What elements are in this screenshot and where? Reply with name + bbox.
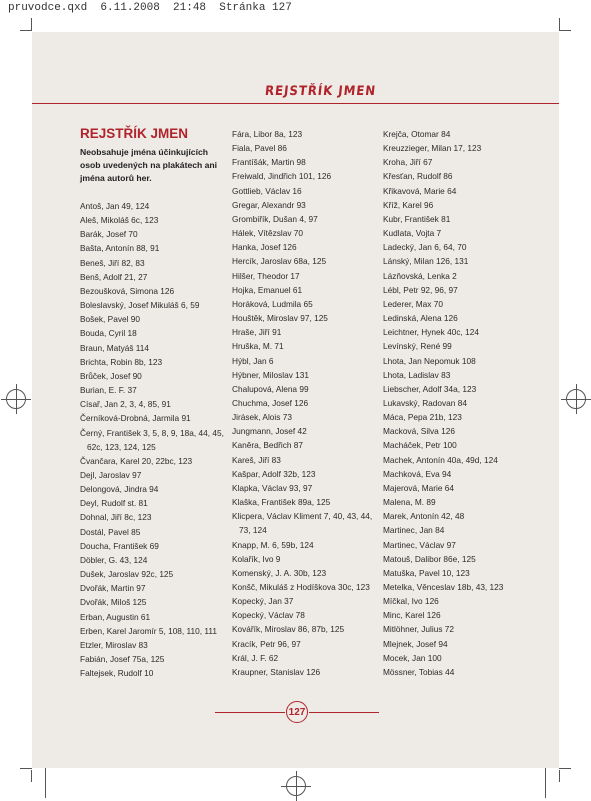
- index-entry: Kareš, Jiří 83: [232, 454, 281, 465]
- footer-rule-right: [309, 712, 379, 713]
- index-entry: Čvančara, Karel 20, 22bc, 123: [80, 455, 193, 466]
- index-column-2: [232, 127, 380, 679]
- index-entry: Bouda, Cyril 18: [80, 328, 137, 339]
- crop-mark: [45, 768, 46, 798]
- index-entry: Deyl, Rudolf st. 81: [80, 498, 148, 509]
- crop-mark: [559, 770, 560, 782]
- index-entry: Chalupová, Alena 99: [232, 383, 309, 394]
- index-entry: 73, 124: [239, 525, 267, 536]
- index-entry: Doucha, František 69: [80, 540, 159, 551]
- index-column-1: [80, 199, 224, 680]
- index-entry: Mitlöhner, Julius 72: [383, 624, 455, 635]
- index-entry: Fára, Libor 8a, 123: [232, 129, 303, 139]
- index-entry: Leichtner, Hynek 40c, 124: [383, 327, 479, 338]
- index-entry: Kreuzzieger, Milan 17, 123: [383, 143, 482, 154]
- index-entry: Macková, Silva 126: [383, 426, 455, 437]
- index-entry: Bošek, Pavel 90: [80, 314, 140, 325]
- index-entry: 62c, 123, 124, 125: [87, 441, 156, 452]
- index-entry: Burian, E. F. 37: [80, 385, 137, 396]
- index-entry: Machková, Eva 94: [383, 468, 452, 479]
- index-entry: Hilšer, Theodor 17: [232, 270, 300, 281]
- index-entry: Lázňovská, Lenka 2: [383, 270, 457, 281]
- index-entry: Hruška, M. 71: [232, 341, 284, 352]
- index-entry: Hraše, Jiří 91: [232, 327, 282, 338]
- print-slug: pruvodce.qxd 6.11.2008 21:48 Stránka 127: [8, 2, 292, 14]
- index-entry: Hojka, Emanuel 61: [232, 284, 303, 295]
- index-entry: Černý, František 3, 5, 8, 9, 18a, 44, 45,: [80, 427, 224, 438]
- footer-rule-left: [215, 712, 285, 713]
- index-entry: Fabián, Josef 75a, 125: [80, 654, 165, 664]
- index-entry: Döbler, G. 43, 124: [80, 554, 148, 565]
- section-intro: Neobsahuje jména účinkujících osob uvedených na plakátech ani jména autorů her.: [80, 147, 218, 183]
- index-entry: Kaněra, Bedřich 87: [232, 440, 304, 451]
- index-entry: Fiala, Pavel 86: [232, 143, 287, 154]
- index-entry: Martinec, Václav 97: [383, 539, 456, 550]
- index-entry: Bezoušková, Simona 126: [80, 285, 175, 296]
- index-entry: Lukavský, Radovan 84: [383, 397, 467, 408]
- index-entry: Grombiřík, Dušan 4, 97: [232, 213, 318, 224]
- index-entry: Krejča, Otomar 84: [383, 129, 451, 139]
- crop-mark: [545, 768, 546, 798]
- index-entry: Hýbner, Miloslav 131: [232, 369, 310, 380]
- index-entry: Kopecký, Jan 37: [232, 596, 294, 607]
- running-header-title: REJSTŘÍK JMEN: [264, 84, 377, 99]
- index-entry: Faltejsek, Rudolf 10: [80, 668, 154, 679]
- index-entry: Hanka, Josef 126: [232, 242, 297, 253]
- index-entry: Gottlieb, Václav 16: [232, 185, 302, 196]
- index-entry: Dejl, Jaroslav 97: [80, 469, 142, 480]
- index-entry: Lánský, Milan 126, 131: [383, 256, 469, 267]
- index-entry: Dvořák, Miloš 125: [80, 597, 147, 608]
- index-entry: Kolařík, Ivo 9: [232, 553, 281, 564]
- index-entry: Hálek, Vítězslav 70: [232, 228, 304, 239]
- index-entry: Hercík, Jaroslav 68a, 125: [232, 256, 327, 267]
- index-entry: Kříž, Karel 96: [383, 199, 434, 210]
- index-entry: Bašta, Antonín 88, 91: [80, 243, 160, 254]
- index-entry: Knapp, M. 6, 59b, 124: [232, 539, 314, 550]
- index-entry: Kroha, Jiří 67: [383, 157, 433, 168]
- crop-mark: [20, 30, 32, 31]
- index-entry: Lhota, Ladislav 83: [383, 369, 451, 380]
- crop-mark: [559, 18, 560, 30]
- index-entry: Dohnal, Jiří 8c, 123: [80, 512, 152, 523]
- registration-mark-icon: [6, 389, 26, 409]
- index-entry: Dušek, Jaroslav 92c, 125: [80, 569, 174, 580]
- index-column-3: [383, 127, 523, 679]
- index-entry: Frantíšák, Martin 98: [232, 157, 306, 168]
- index-entry: Lederer, Max 70: [383, 298, 443, 309]
- index-entry: Horáková, Ludmila 65: [232, 298, 313, 309]
- index-entry: Jirásek, Alois 73: [232, 412, 292, 423]
- crop-mark: [559, 768, 571, 769]
- index-entry: Kudlata, Vojta 7: [383, 228, 442, 239]
- registration-mark-icon: [286, 776, 306, 796]
- crop-mark: [31, 770, 32, 782]
- index-entry: Barák, Josef 70: [80, 229, 138, 240]
- index-entry: Matouš, Dalibor 86e, 125: [383, 553, 476, 564]
- index-entry: Braun, Matyáš 114: [80, 342, 150, 353]
- index-entry: Minc, Karel 126: [383, 610, 441, 621]
- index-entry: Matuška, Pavel 10, 123: [383, 567, 470, 578]
- index-entry: Benš, Adolf 21, 27: [80, 271, 148, 282]
- index-entry: Císař, Jan 2, 3, 4, 85, 91: [80, 399, 171, 410]
- index-entry: Malena, M. 89: [383, 497, 436, 508]
- index-entry: Klaška, František 89a, 125: [232, 497, 331, 508]
- index-entry: Kubr, František 81: [383, 213, 451, 224]
- index-entry: Konšč, Mikuláš z Hodíškova 30c, 123: [232, 582, 370, 592]
- index-entry: Erben, Karel Jaromír 5, 108, 110, 111: [80, 625, 217, 636]
- index-entry: Chuchma, Josef 126: [232, 397, 309, 408]
- header-divider: [32, 103, 559, 104]
- index-entry: Křikavová, Marie 64: [383, 185, 457, 196]
- index-entry: Majerová, Marie 64: [383, 482, 455, 493]
- index-entry: Boleslavský, Josef Mikuláš 6, 59: [80, 300, 200, 311]
- index-entry: Jungmann, Josef 42: [232, 426, 307, 437]
- index-entry: Delongová, Jindra 94: [80, 484, 159, 495]
- index-entry: Brichta, Robin 8b, 123: [80, 356, 163, 367]
- index-entry: Kašpar, Adolf 32b, 123: [232, 468, 316, 479]
- page-number: 127: [286, 701, 308, 723]
- index-entry: Kovářík, Miroslav 86, 87b, 125: [232, 624, 345, 635]
- index-entry: Komenský, J. A. 30b, 123: [232, 567, 327, 578]
- index-entry: Dvořák, Martin 97: [80, 583, 146, 594]
- index-entry: Lhota, Jan Nepomuk 108: [383, 355, 476, 366]
- index-entry: Ledinská, Alena 126: [383, 313, 458, 324]
- index-entry: Beneš, Jiří 82, 83: [80, 257, 145, 268]
- index-entry: Metelka, Věnceslav 18b, 43, 123: [383, 582, 504, 592]
- index-entry: Hýbl, Jan 6: [232, 355, 274, 366]
- crop-mark: [20, 768, 32, 769]
- section-title: REJSTŘÍK JMEN: [80, 126, 189, 141]
- index-entry: Erban, Augustin 61: [80, 611, 151, 622]
- index-entry: Aleš, Mikoláš 6c, 123: [80, 215, 159, 226]
- index-entry: Kopecký, Václav 78: [232, 610, 305, 621]
- index-entry: Machek, Antonín 40a, 49d, 124: [383, 454, 498, 465]
- index-entry: Míčkal, Ivo 126: [383, 596, 439, 607]
- index-entry: Macháček, Petr 100: [383, 440, 457, 451]
- index-entry: Gregar, Alexandr 93: [232, 199, 306, 210]
- index-entry: Martinec, Jan 84: [383, 525, 445, 536]
- index-entry: Křesťan, Rudolf 86: [383, 171, 453, 182]
- index-entry: Král, J. F. 62: [232, 652, 279, 663]
- index-entry: Mössner, Tobias 44: [383, 666, 455, 677]
- index-entry: Lébl, Petr 92, 96, 97: [383, 284, 458, 295]
- index-entry: Mocek, Jan 100: [383, 652, 442, 663]
- index-entry: Freiwald, Jindřich 101, 126: [232, 171, 332, 182]
- index-entry: Houštěk, Miroslav 97, 125: [232, 313, 328, 324]
- index-entry: Marek, Antonín 42, 48: [383, 511, 465, 522]
- index-entry: Máca, Pepa 21b, 123: [383, 412, 462, 423]
- index-entry: Mlejnek, Josef 94: [383, 638, 448, 649]
- index-entry: Etzler, Miroslav 83: [80, 639, 148, 650]
- index-entry: Dostál, Pavel 85: [80, 526, 141, 537]
- index-entry: Klapka, Václav 93, 97: [232, 482, 313, 493]
- index-entry: Antoš, Jan 49, 124: [80, 201, 150, 211]
- index-entry: Brůček, Josef 90: [80, 370, 142, 381]
- index-entry: Ladecký, Jan 6, 64, 70: [383, 242, 467, 253]
- registration-mark-icon: [566, 389, 586, 409]
- index-entry: Liebscher, Adolf 34a, 123: [383, 383, 477, 394]
- crop-mark: [559, 30, 571, 31]
- index-entry: Kraupner, Stanislav 126: [232, 666, 321, 677]
- index-entry: Kracík, Petr 96, 97: [232, 638, 301, 649]
- index-entry: Černíková-Drobná, Jarmila 91: [80, 413, 191, 424]
- index-entry: Klicpera, Václav Kliment 7, 40, 43, 44,: [232, 511, 373, 522]
- crop-mark: [31, 18, 32, 30]
- index-entry: Levínský, René 99: [383, 341, 452, 352]
